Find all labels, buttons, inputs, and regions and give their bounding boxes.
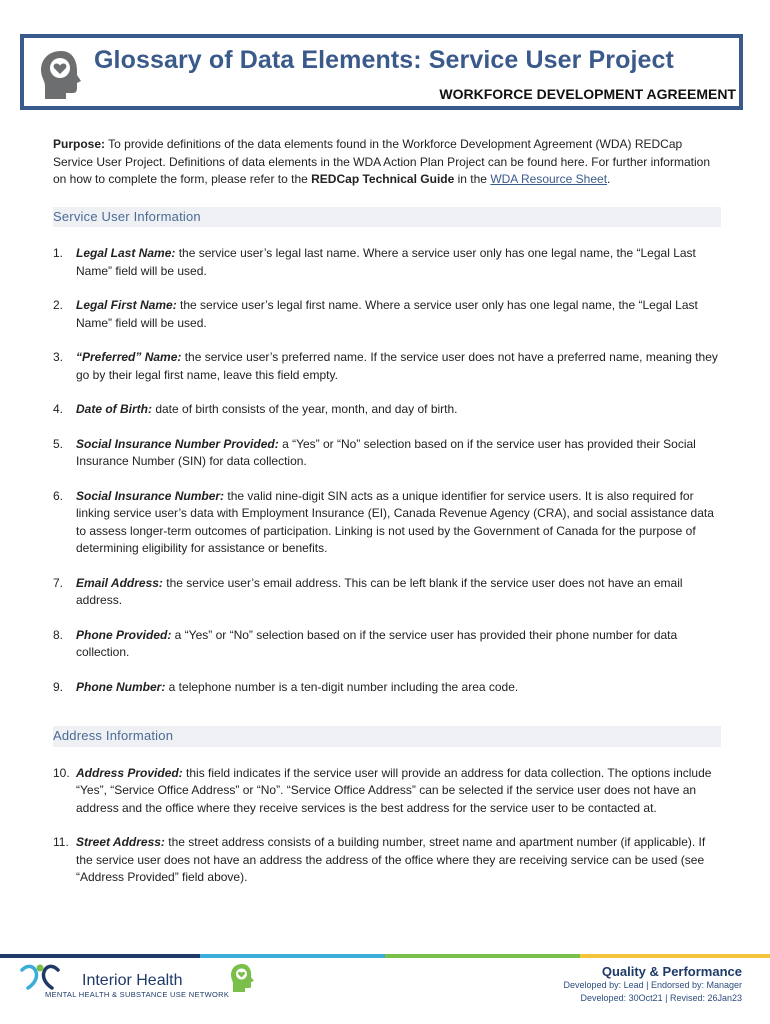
item-number: 2. — [53, 298, 64, 312]
item-number: 8. — [53, 627, 64, 642]
item-term: Phone Number: — [76, 679, 166, 694]
item-term: Date of Birth: — [76, 402, 152, 416]
document-header — [20, 34, 743, 110]
list-item — [53, 401, 721, 419]
purpose-paragraph — [53, 136, 721, 189]
item-description: the service user’s legal last name. Where a service user only has one legal name, the “Legal Last Name” field will be used. — [76, 246, 696, 278]
purpose-label: Purpose: — [53, 137, 106, 151]
footer-info — [564, 964, 742, 1005]
item-description: the valid nine-digit SIN acts as a unique identifier for service users. It is also required for linking service user’s data with Employment Insurance (EI), Canada Revenue Agency (CRA), and social assistance data to assess longer-term outcomes of participation. Linking is not used by the Government of Canada for the purpose of determining eligibility for assistance or benefits. — [76, 488, 714, 555]
item-term: Email Address: — [76, 575, 163, 590]
head-heart-icon — [228, 962, 256, 994]
item-description: the service user’s legal first name. Where a service user only has one legal name, the “Legal Last Name” field will be used. — [76, 298, 698, 330]
head-heart-icon — [36, 48, 86, 102]
address-list — [53, 765, 721, 887]
item-term: Legal Last Name: — [76, 246, 176, 260]
item-term: Social Insurance Number: — [76, 488, 225, 503]
interior-health-logo-icon — [20, 962, 60, 992]
item-term: Social Insurance Number Provided: — [76, 436, 279, 451]
revision-date-line: Developed: 30Oct21 | Revised: 26Jan23 — [580, 993, 742, 1003]
list-item — [53, 575, 721, 610]
developed-by-line: Developed by: Lead | Endorsed by: Manager — [563, 980, 742, 990]
item-number: 10. — [53, 765, 70, 780]
page-footer — [0, 952, 770, 1024]
list-item — [53, 627, 721, 662]
item-number: 6. — [53, 488, 64, 503]
item-term: Address Provided: — [76, 765, 183, 780]
document-body — [53, 136, 721, 904]
footer-stripe-teal — [200, 954, 385, 958]
item-term: Street Address: — [76, 835, 165, 849]
item-description: the street address consists of a building number, street name and apartment number (if applicable). If the service user does not have an address the address of the office where they are receiving service can be used (see “Address Provided” field above). — [76, 835, 706, 884]
section-header-service-user: Service User Information — [53, 207, 721, 228]
list-item — [53, 349, 721, 384]
list-item — [53, 834, 721, 887]
section-header-address: Address Information — [53, 726, 721, 747]
department-title: Quality & Performance — [601, 964, 742, 979]
item-number: 4. — [53, 402, 64, 416]
footer-stripe-yellow — [580, 954, 770, 958]
item-number: 1. — [53, 246, 64, 260]
item-number: 9. — [53, 679, 64, 694]
purpose-text-3: . — [607, 172, 611, 186]
footer-stripe-green — [385, 954, 580, 958]
item-number: 5. — [53, 436, 64, 451]
org-subtitle: MENTAL HEALTH & SUBSTANCE USE NETWORK — [45, 990, 230, 999]
purpose-text-2: in the — [454, 172, 491, 186]
technical-guide-ref: REDCap Technical Guide — [311, 172, 455, 186]
item-description: date of birth consists of the year, month, and day of birth. — [152, 402, 458, 416]
item-description: the service user’s email address. This can be left blank if the service user does not have an email address. — [76, 575, 683, 607]
item-description: this field indicates if the service user will provide an address for data collection. The options include “Yes”, “Service Office Address” or “No”. “Service Office Address” can be selected if the service user does not have an address and the office where they receive services is the best address for the service user to be contacted at. — [76, 765, 712, 815]
item-description: a telephone number is a ten-digit number including the area code. — [165, 679, 519, 694]
item-term: “Preferred” Name: — [76, 350, 182, 364]
page-subtitle: WORKFORCE DEVELOPMENT AGREEMENT — [439, 86, 736, 102]
list-item — [53, 488, 721, 558]
item-term: Phone Provided: — [76, 627, 172, 642]
purpose-text: To provide definitions of the data elements found in the Workforce Development Agreement (WDA) REDCap Service User Project. Definitions of data elements in the WDA Action Plan Project can be found here. For further information on how to complete the form, please refer to the — [53, 137, 710, 186]
service-user-list — [53, 245, 721, 696]
item-number: 3. — [53, 350, 64, 364]
list-item — [53, 245, 721, 280]
footer-stripe-blue — [0, 954, 200, 958]
item-description: the service user’s preferred name. If the service user does not have a preferred name, meaning they go by their legal first name, leave this field empty. — [76, 350, 718, 382]
item-term: Legal First Name: — [76, 298, 177, 312]
item-number: 7. — [53, 575, 64, 590]
list-item — [53, 436, 721, 471]
list-item — [53, 297, 721, 332]
item-description: a “Yes” or “No” selection based on if the service user has provided their Social Insurance Number (SIN) for data collection. — [76, 436, 696, 468]
item-description: a “Yes” or “No” selection based on if the service user has provided their phone number for data collection. — [76, 627, 678, 659]
list-item — [53, 765, 721, 818]
page-title: Glossary of Data Elements: Service User Project — [94, 46, 674, 74]
list-item — [53, 679, 721, 697]
resource-sheet-link[interactable]: WDA Resource Sheet — [490, 172, 608, 186]
org-name: Interior Health — [82, 972, 183, 989]
item-number: 11. — [53, 835, 69, 849]
